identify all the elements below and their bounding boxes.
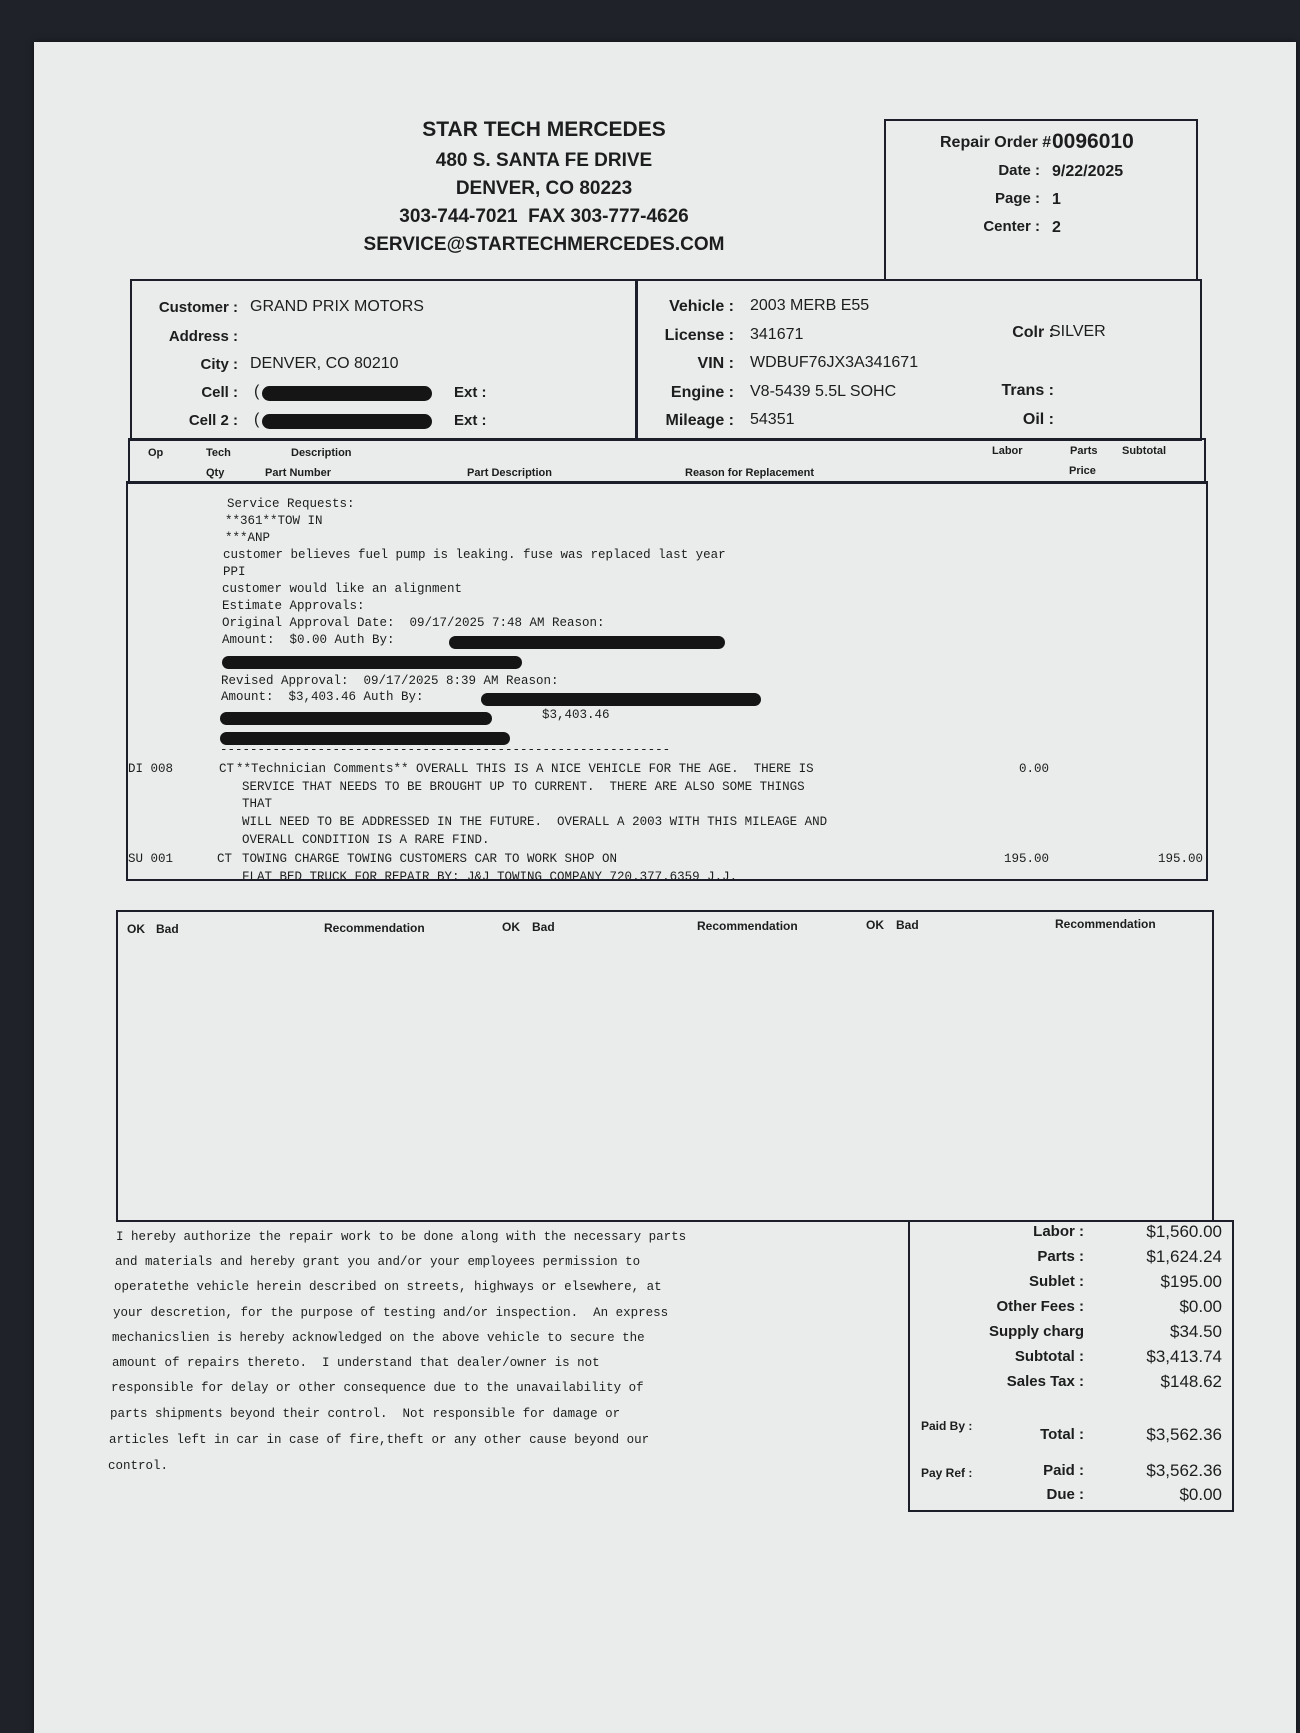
service-notes-line: Service Requests:: [227, 497, 355, 511]
line-subtotal: 195.00: [1158, 852, 1204, 866]
col-op: Op: [148, 447, 164, 459]
line-tech: CT: [219, 762, 235, 776]
vin-label: VIN :: [697, 355, 734, 372]
service-notes-line: customer would like an alignment: [222, 582, 463, 596]
inspect-ok: OK: [866, 918, 884, 932]
shop-address: 480 S. SANTA FE DRIVE: [435, 150, 653, 171]
sales-tax: $148.62: [1160, 1372, 1222, 1391]
service-notes-line: PPI: [223, 565, 246, 579]
col-parts: Parts: [1070, 445, 1098, 457]
inspect-ok: OK: [502, 920, 520, 934]
authorization-line: control.: [108, 1459, 169, 1473]
shop-name: STAR TECH MERCEDES: [422, 118, 666, 141]
total-label: Total :: [1040, 1426, 1084, 1443]
line-text: WILL NEED TO BE ADDRESSED IN THE FUTURE. OVERALL A 2003 WITH THIS MILEAGE AND: [242, 815, 828, 829]
vehicle-label: Vehicle :: [669, 298, 734, 315]
labor-total-label: Labor :: [1033, 1223, 1084, 1240]
shop-email: SERVICE@STARTECHMERCEDES.COM: [363, 234, 725, 255]
parts-total: $1,624.24: [1146, 1247, 1222, 1266]
address-label: Address :: [168, 328, 238, 345]
authorization-line: I hereby authorize the repair work to be done along with the necessary parts: [116, 1230, 687, 1244]
col-labor: Labor: [992, 445, 1023, 457]
parts-total-label: Parts :: [1037, 1248, 1084, 1265]
cell2-prefix: (: [254, 411, 260, 428]
authorization-line: mechanicslien is hereby acknowledged on the above vehicle to secure the: [112, 1331, 645, 1345]
engine-spec: V8-5439 5.5L SOHC: [750, 383, 897, 400]
authorization-line: and materials and hereby grant you and/or your employees permission to: [115, 1255, 641, 1269]
col-subtotal: Subtotal: [1122, 445, 1166, 457]
pay-ref-label: Pay Ref :: [921, 1466, 973, 1480]
sublet-total-label: Sublet :: [1029, 1273, 1084, 1290]
mileage-value: 54351: [750, 411, 795, 428]
inspection-box: [116, 910, 1214, 1222]
ext-label: Ext :: [454, 384, 487, 401]
line-labor: 195.00: [1004, 852, 1050, 866]
authorization-line: amount of repairs thereto. I understand that dealer/owner is not: [112, 1356, 600, 1370]
col-qty: Qty: [206, 467, 225, 479]
supply-charge: $34.50: [1170, 1322, 1222, 1341]
authorization-line: responsible for delay or other consequence due to the unavailability of: [111, 1381, 644, 1395]
page-label: Page :: [994, 190, 1040, 207]
repair-order-number: 0096010: [1052, 130, 1134, 153]
paid-label: Paid :: [1043, 1462, 1084, 1479]
line-op: DI 008: [128, 762, 174, 776]
redacted-auth: [449, 636, 725, 649]
separator-line: ------------------------------------------------------------: [220, 743, 671, 757]
col-price: Price: [1069, 465, 1096, 477]
oil-label: Oil :: [1022, 411, 1054, 428]
line-text: THAT: [242, 797, 273, 811]
service-notes-line: Estimate Approvals:: [222, 599, 365, 613]
labor-total: $1,560.00: [1146, 1222, 1222, 1241]
subtotal: $3,413.74: [1146, 1347, 1222, 1366]
redacted-contact-revised: [220, 712, 492, 725]
ext2-label: Ext :: [454, 412, 487, 429]
color-value: SILVER: [1050, 323, 1106, 340]
license-number: 341671: [750, 326, 804, 343]
subtotal-label: Subtotal :: [1014, 1348, 1084, 1365]
due-amount: $0.00: [1179, 1485, 1222, 1504]
revised-amount: $3,403.46: [542, 708, 610, 722]
vehicle-model: 2003 MERB E55: [750, 297, 870, 314]
redacted-cell: [262, 386, 432, 401]
vin-number: WDBUF76JX3A341671: [750, 354, 919, 371]
service-notes-line: Amount: $3,403.46 Auth By:: [221, 690, 424, 704]
shop-phone-fax: 303-744-7021 FAX 303-777-4626: [399, 206, 689, 227]
sales-tax-label: Sales Tax :: [1006, 1373, 1084, 1390]
center-label: Center :: [983, 218, 1040, 235]
line-text: **Technician Comments** OVERALL THIS IS A NICE VEHICLE FOR THE AGE. THERE IS: [236, 762, 814, 776]
redacted-contact: [222, 656, 522, 669]
color-label: Colr :: [1012, 324, 1054, 341]
due-label: Due :: [1046, 1486, 1084, 1503]
line-labor: 0.00: [1019, 762, 1050, 776]
inspect-recommendation: Recommendation: [697, 919, 798, 933]
authorization-line: your descretion, for the purpose of testing and/or inspection. An express: [113, 1306, 669, 1320]
col-part-number: Part Number: [265, 467, 332, 479]
inspect-recommendation: Recommendation: [324, 921, 425, 935]
cell-prefix: (: [254, 383, 260, 400]
inspect-bad: Bad: [156, 922, 179, 936]
redacted-cell2: [262, 414, 432, 429]
service-notes-line: ***ANP: [225, 531, 271, 545]
inspect-recommendation: Recommendation: [1055, 917, 1156, 931]
col-reason: Reason for Replacement: [685, 467, 814, 479]
service-notes-line: customer believes fuel pump is leaking. fuse was replaced last year: [223, 548, 726, 562]
customer-label: Customer :: [158, 299, 238, 316]
service-notes-line: **361**TOW IN: [225, 514, 323, 528]
col-description: Description: [291, 447, 352, 459]
col-part-description: Part Description: [467, 467, 552, 479]
line-op: SU 001: [128, 852, 174, 866]
cell2-label: Cell 2 :: [188, 412, 238, 429]
customer-name: GRAND PRIX MOTORS: [250, 298, 424, 315]
shop-city: DENVER, CO 80223: [455, 178, 633, 199]
line-text: SERVICE THAT NEEDS TO BE BROUGHT UP TO CURRENT. THERE ARE ALSO SOME THINGS: [242, 780, 805, 794]
service-notes-line: Amount: $0.00 Auth By:: [222, 633, 395, 647]
authorization-line: operatethe vehicle herein described on streets, highways or elsewhere, at: [114, 1280, 662, 1294]
col-tech: Tech: [206, 447, 231, 459]
grand-total: $3,562.36: [1146, 1425, 1222, 1444]
center-number: 2: [1052, 219, 1061, 236]
license-label: License :: [664, 327, 734, 344]
authorization-line: parts shipments beyond their control. Not responsible for damage or: [110, 1407, 621, 1421]
page-number: 1: [1052, 191, 1061, 208]
inspect-bad: Bad: [896, 918, 919, 932]
authorization-line: articles left in car in case of fire,theft or any other cause beyond our: [109, 1433, 650, 1447]
line-tech: CT: [217, 852, 233, 866]
service-notes-line: Original Approval Date: 09/17/2025 7:48 AM Reason:: [222, 616, 605, 630]
paid-amount: $3,562.36: [1146, 1461, 1222, 1480]
mileage-label: Mileage :: [665, 412, 734, 429]
line-text: FLAT BED TRUCK FOR REPAIR BY: J&J TOWING COMPANY 720.377.6359 J.J.: [242, 870, 738, 884]
line-text: OVERALL CONDITION IS A RARE FIND.: [242, 833, 490, 847]
sublet-total: $195.00: [1160, 1272, 1222, 1291]
repair-order-label: Repair Order #: [940, 134, 1052, 151]
service-notes-line: Revised Approval: 09/17/2025 8:39 AM Reason:: [221, 674, 559, 688]
other-fees-label: Other Fees :: [996, 1298, 1084, 1315]
customer-city: DENVER, CO 80210: [250, 355, 399, 372]
city-label: City :: [200, 356, 238, 373]
redacted-auth-revised: [481, 693, 761, 706]
date-label: Date :: [998, 162, 1040, 179]
line-text: TOWING CHARGE TOWING CUSTOMERS CAR TO WORK SHOP ON: [242, 852, 618, 866]
trans-label: Trans :: [1001, 382, 1054, 399]
repair-order-paper: [34, 42, 1296, 1733]
other-fees: $0.00: [1179, 1297, 1222, 1316]
supply-charge-label: Supply charg: [988, 1323, 1084, 1340]
order-date: 9/22/2025: [1052, 163, 1124, 180]
inspect-ok: OK: [127, 922, 145, 936]
paid-by-label: Paid By :: [921, 1419, 973, 1433]
cell-label: Cell :: [201, 384, 238, 401]
engine-label: Engine :: [670, 384, 734, 401]
inspect-bad: Bad: [532, 920, 555, 934]
